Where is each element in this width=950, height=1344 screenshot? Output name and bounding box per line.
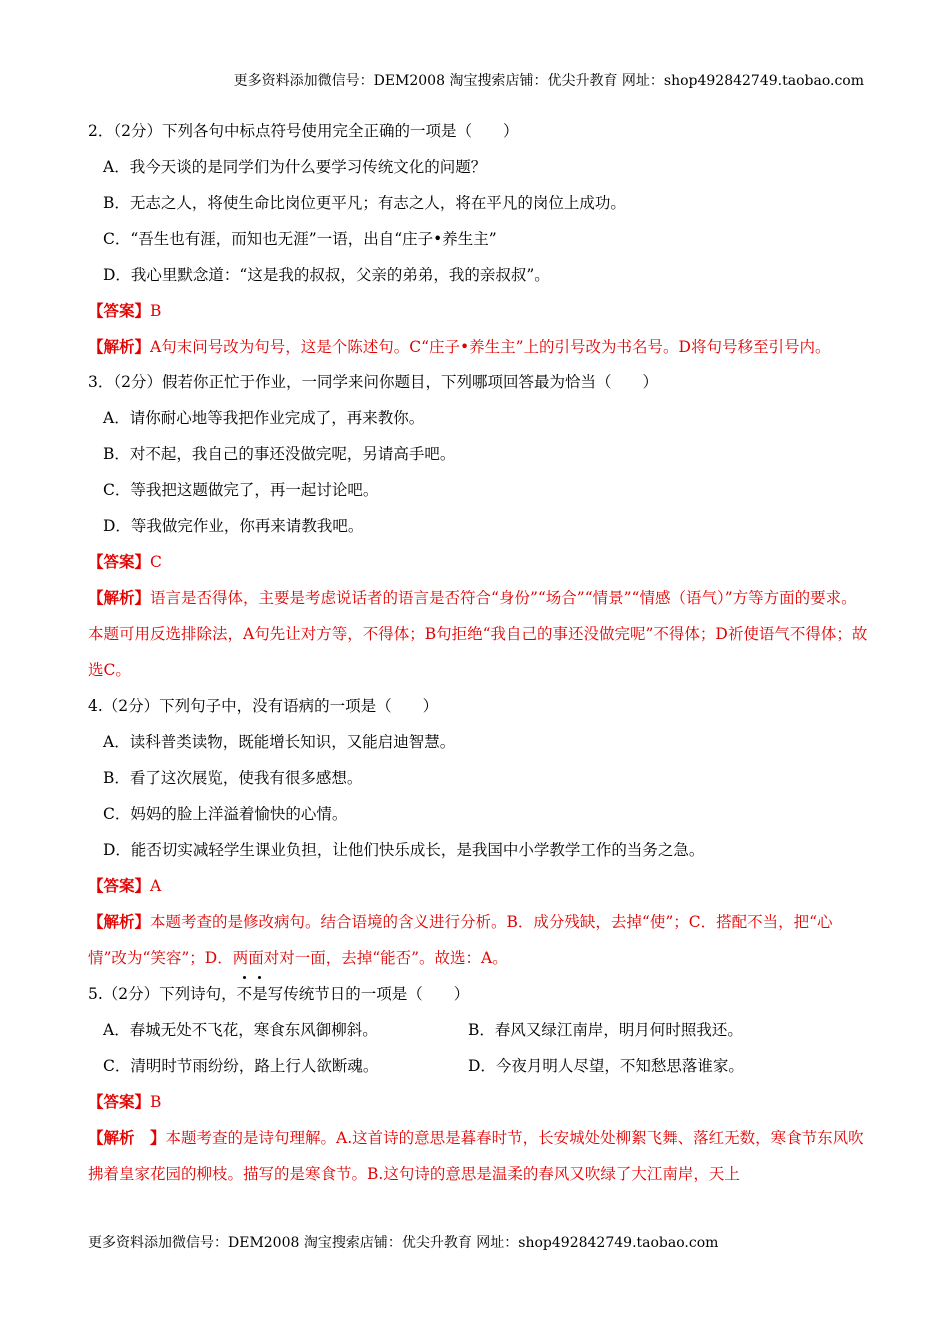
question-stem <box>88 983 868 1019</box>
page-footer: 更多资料添加微信号：DEM2008 淘宝搜索店铺：优尖升教育 网址：shop492842749.taobao.com <box>88 1235 719 1251</box>
stem-prefix: 5.（2分）下列诗句， <box>88 985 237 1003</box>
analysis-paragraph <box>88 904 868 976</box>
options-row-2 <box>88 1055 868 1091</box>
answer-value: C <box>150 553 162 571</box>
question-4 <box>88 695 868 976</box>
analysis-paragraph <box>88 329 868 365</box>
option-b: B．无志之人，将使生命比岗位更平凡；有志之人，将在平凡的岗位上成功。 <box>103 194 626 212</box>
analysis-paragraph <box>88 1120 868 1192</box>
option-c: C．“吾生也有涯，而知也无涯”一语，出自“庄子•养生主” <box>103 230 497 248</box>
analysis-paragraph <box>88 580 868 688</box>
stem-suffix: 写传统节日的一项是（ ） <box>267 985 470 1003</box>
option-a: A．春城无处不飞花，寒食东风御柳斜。 <box>103 1021 378 1039</box>
option-a: A．我今天谈的是同学们为什么要学习传统文化的问题？ <box>103 158 487 176</box>
answer-tag: 【答案】 <box>88 552 151 571</box>
question-stem: 3．（2分）假若你正忙于作业，一同学来问你题目，下列哪项回答最为恰当（ ） <box>88 373 658 391</box>
option-d: D．今夜月明人尽望，不知愁思落谁家。 <box>468 1057 744 1075</box>
answer-tag: 【答案】 <box>88 301 151 320</box>
emphasized-char: 不 <box>236 985 253 1003</box>
analysis-text: 本题考查的是诗句理解。A.这首诗的意思是暮春时节，长安城处处柳絮飞舞、落红无数，寒食节东风吹拂着皇家花园的柳枝。描写的是寒食节。B.这句诗的意思是温柔的春风又吹绿了大江南岸，天上 <box>88 1129 864 1183</box>
document-body <box>88 120 868 1192</box>
analysis-tag: 【解析】 <box>88 912 151 931</box>
options-row-1 <box>88 1019 868 1055</box>
option-c: C．清明时节雨纷纷，路上行人欲断魂。 <box>103 1057 379 1075</box>
analysis-text: A句末问号改为句号，这是个陈述句。C“庄子•养生主”上的引号改为书名号。D将句号移至引号内。 <box>150 338 831 356</box>
answer-tag: 【答案】 <box>88 1092 151 1111</box>
question-5 <box>88 983 868 1192</box>
analysis-tag: 【解析 】 <box>88 1128 166 1147</box>
emphasized-char: 是 <box>252 985 268 1003</box>
question-2 <box>88 120 868 365</box>
answer-value: B <box>150 302 162 320</box>
page-header: 更多资料添加微信号：DEM2008 淘宝搜索店铺：优尖升教育 网址：shop492842749.taobao.com <box>233 73 864 89</box>
answer-value: B <box>150 1093 162 1111</box>
option-b: B．看了这次展览，使我有很多感想。 <box>103 769 363 787</box>
analysis-tag: 【解析】 <box>88 337 151 356</box>
option-b: B．对不起，我自己的事还没做完呢，另请高手吧。 <box>103 445 456 463</box>
answer-value: A <box>150 877 162 895</box>
option-d: D．我心里默念道：“这是我的叔叔，父亲的弟弟，我的亲叔叔”。 <box>103 266 550 284</box>
analysis-tag: 【解析】 <box>88 588 151 607</box>
question-stem: 2．（2分）下列各句中标点符号使用完全正确的一项是（ ） <box>88 122 519 140</box>
analysis-text: 本题考查的是修改病句。结合语境的含义进行分析。B．成分残缺，去掉“使”；C．搭配不当，把“心情”改为“笑容”；D．两面对对一面，去掉“能否”。故选：A。 <box>88 913 833 967</box>
question-3 <box>88 371 868 688</box>
option-c: C．妈妈的脸上洋溢着愉快的心情。 <box>103 805 348 823</box>
question-stem: 4.（2分）下列句子中，没有语病的一项是（ ） <box>88 697 439 715</box>
option-b: B．春风又绿江南岸，明月何时照我还。 <box>468 1021 743 1039</box>
answer-tag: 【答案】 <box>88 876 151 895</box>
option-c: C．等我把这题做完了，再一起讨论吧。 <box>103 481 379 499</box>
option-d: D．等我做完作业，你再来请教我吧。 <box>103 517 364 535</box>
option-a: A．请你耐心地等我把作业完成了，再来教你。 <box>103 409 425 427</box>
option-d: D．能否切实减轻学生课业负担，让他们快乐成长，是我国中小学教学工作的当务之急。 <box>103 841 705 859</box>
analysis-text: 语言是否得体，主要是考虑说话者的语言是否符合“身份”“场合”“情景”“情感（语气）”方等方面的要求。本题可用反选排除法，A句先让对方等，不得体；B句拒绝“我自己的事还没做完呢”不得体；D祈使语气不得体；故选C。 <box>88 589 868 679</box>
option-a: A．读科普类读物，既能增长知识，又能启迪智慧。 <box>103 733 456 751</box>
